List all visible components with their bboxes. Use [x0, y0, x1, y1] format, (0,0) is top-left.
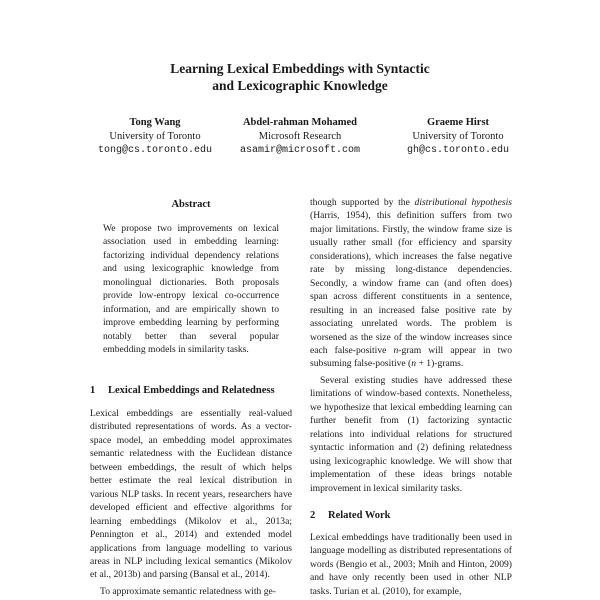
left-column — [90, 407, 292, 598]
author-email: gh@cs.toronto.edu — [406, 145, 510, 156]
section-2-body — [310, 531, 512, 598]
author-affiliation: Microsoft Research — [258, 131, 342, 142]
title-line-2: and Lexicographic Knowledge — [212, 78, 388, 93]
paper-title — [0, 60, 600, 94]
section-number: 2 — [310, 510, 316, 521]
section-title: Lexical Embeddings and Relatedness — [108, 385, 275, 396]
section-1-heading — [90, 385, 300, 396]
abstract-text: We propose two improvements on lexical association used in embedding learning: factorizing individual dependency relations and using lexicographic knowledge from monolingual dictionaries. Both proposals provide low-entropy lexical co-occurrence information, and are empirically shown to improve embedding learning by performing notably better than several popular embedding models in similarity tasks. — [103, 223, 279, 356]
abstract-heading: Abstract — [171, 199, 211, 210]
right-column — [310, 196, 512, 495]
title-line-1: Learning Lexical Embeddings with Syntactic — [170, 61, 430, 76]
section-2-heading — [310, 510, 520, 521]
author-affiliation: University of Toronto — [412, 131, 504, 142]
author-affiliation: University of Toronto — [109, 131, 201, 142]
section-number: 1 — [90, 385, 96, 396]
author-name: Abdel-rahman Mohamed — [242, 117, 358, 128]
right-paragraph-2: Several existing studies have addressed these limitations of window-based contexts. Nonetheless, we hypothesize that lexical embedding learning can further benefit from (1) factorizing syntactic relations into individual relations for structured syntactic information and (2) defining relatedness using lexicographic knowledge. We will show that implementation of these ideas brings notable improvement in lexical similarity tasks. — [310, 374, 512, 494]
author-email: tong@cs.toronto.edu — [97, 145, 213, 156]
author-3 — [383, 116, 533, 158]
right-paragraph-1: though supported by the distributional hypothesis (Harris, 1954), this definition suffers from two major limitations. Firstly, the window frame size is usually rather small (for efficiency and sparsity considerations), which increases the false negative rate by missing long-distance dependencies. Secondly, a window frame can (and often does) span across different constituents in a sentence, resulting in an increased false positive rate by associating unrelated words. The problem is worsened as the size of the window increases since each false-positive n-gram will appear in two subsuming false-positive (n + 1)-grams. — [310, 197, 512, 370]
author-email: asamir@microsoft.com — [239, 145, 361, 156]
section-2-paragraph-1: Lexical embeddings have traditionally been used in language modelling as distributed representations of words (Bengio et al., 2003; Mnih and Hinton, 2009) and have only recently been used in other NLP tasks. Turian et al. (2010), for example, — [310, 532, 512, 597]
author-2 — [225, 116, 375, 158]
section-1-paragraph-2: To approximate semantic relatedness with ge- — [100, 585, 276, 597]
author-1 — [80, 116, 230, 158]
section-1-paragraph-1: Lexical embeddings are essentially real-valued distributed representations of words. As a vector-space model, an embedding model approximates semantic relatedness with the Euclidean distance between embeddings, the result of which helps better estimate the real lexical distribution in various NLP tasks. In recent years, researchers have developed efficient and effective algorithms for learning embeddings (Mikolov et al., 2013a; Pennington et al., 2014) and extended model applications from language modelling to various areas in NLP including lexical semantics (Mikolov et al., 2013b) and parsing (Bansal et al., 2014). — [90, 408, 292, 581]
section-title: Related Work — [328, 510, 391, 521]
author-name: Tong Wang — [129, 117, 181, 128]
author-name: Graeme Hirst — [426, 117, 490, 128]
